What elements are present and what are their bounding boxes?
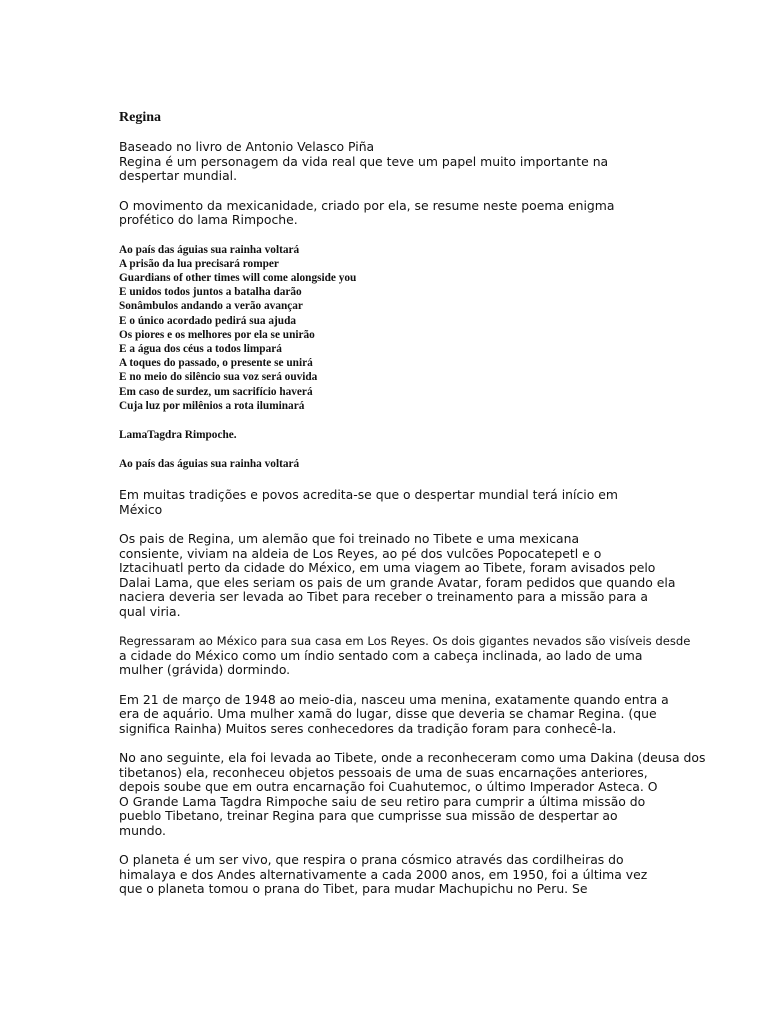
text-line: significa Rainha) Muitos seres conhecedores da tradição foram para conhecê-la. xyxy=(119,720,617,736)
text-line: tibetanos) ela, reconheceu objetos pessoais de uma de suas encarnações anteriores, xyxy=(119,764,648,780)
text-line: depois soube que em outra encarnação foi Cuahutemoc, o último Imperador Asteca. O xyxy=(119,779,658,795)
text-line: himalaya e dos Andes alternativamente a cada 2000 anos, em 1950, foi a última vez xyxy=(119,866,648,882)
text-line: Regressaram ao México para sua casa em Los Reyes. Os dois gigantes nevados são visíveis desde xyxy=(119,634,691,649)
poem-line: A prisão da lua precisará romper xyxy=(119,257,279,270)
parents-paragraph xyxy=(119,532,729,619)
text-line: mundo. xyxy=(119,822,166,838)
birth-paragraph xyxy=(119,693,729,737)
text-line: O planeta é um ser vivo, que respira o prana cósmico através das cordilheiras do xyxy=(119,852,624,868)
text-line: profético do lama Rimpoche. xyxy=(119,212,298,227)
text-line: Iztacihuatl perto da cidade do México, em uma viagem ao Tibete, foram avisados pelo xyxy=(119,560,656,576)
tibet-paragraph xyxy=(119,751,729,838)
poem-line: Ao país das águias sua rainha voltará xyxy=(119,243,300,256)
text-line: Em muitas tradições e povos acredita-se que o despertar mundial terá início em xyxy=(119,487,618,503)
text-line: O Grande Lama Tagdra Rimpoche saiu de seu retiro para cumprir a última missão do xyxy=(119,793,646,809)
text-line: qual viria. xyxy=(119,603,181,619)
text-line: Baseado no livro de Antonio Velasco Piña xyxy=(119,139,375,154)
poem-line: Os piores e os melhores por ela se unirão xyxy=(119,328,315,341)
poem-line: E no meio do silêncio sua voz será ouvida xyxy=(119,371,318,384)
poem-line: E o único acordado pedirá sua ajuda xyxy=(119,314,297,327)
text-line: Dalai Lama, que eles seriam os pais de um grande Avatar, foram pedidos que quando ela xyxy=(119,574,676,590)
text-line: Regina é um personagem da vida real que teve um papel muito importante na xyxy=(119,153,609,169)
subtitle-text: Ao país das águias sua rainha voltará xyxy=(119,458,300,471)
text-line: que o planeta tomou o prana do Tibet, para mudar Machupichu no Peru. Se xyxy=(119,881,588,897)
text-line: pueblo Tibetano, treinar Regina para que cumprisse sua missão de despertar ao xyxy=(119,808,618,824)
text-line: despertar mundial. xyxy=(119,168,238,183)
section-subtitle xyxy=(119,457,729,471)
text-line: mulher (grávida) dormindo. xyxy=(119,662,291,678)
text-line: a cidade do México como um índio sentado com a cabeça inclinada, ao lado de uma xyxy=(119,647,643,663)
text-line: consiente, viviam na aldeia de Los Reyes, ao pé dos vulcões Popocatepetl e o xyxy=(119,545,602,561)
text-line: naciera deveria ser levada ao Tibet para receber o treinamento para a missão para a xyxy=(119,589,648,605)
text-line: era de aquário. Uma mulher xamã do lugar, disse que deveria se chamar Regina. (que xyxy=(119,706,657,722)
poem-line: E unidos todos juntos a batalha darão xyxy=(119,286,302,299)
poem-line: Guardians of other times will come alongside you xyxy=(119,271,357,284)
poem-line: A toques do passado, o presente se unirá xyxy=(119,357,313,370)
movement-paragraph xyxy=(119,199,729,228)
poem-line: Sonâmbulos andando a verão avançar xyxy=(119,300,303,313)
traditions-paragraph xyxy=(119,488,729,517)
document-title: Regina xyxy=(119,110,161,125)
text-line: Em 21 de março de 1948 ao meio-dia, nasceu uma menina, exatamente quando entra a xyxy=(119,691,669,707)
text-line: O movimento da mexicanidade, criado por ela, se resume neste poema enigma xyxy=(119,197,615,213)
poem xyxy=(119,243,729,413)
document-body xyxy=(119,110,729,897)
return-paragraph xyxy=(119,634,729,678)
poem-signature xyxy=(119,428,729,442)
text-line: Os pais de Regina, um alemão que foi treinado no Tibete e uma mexicana xyxy=(119,531,580,547)
text-line: México xyxy=(119,501,163,517)
signature-text: LamaTagdra Rimpoche. xyxy=(119,428,237,441)
planet-paragraph xyxy=(119,853,729,897)
poem-line: E a água dos céus a todos limpará xyxy=(119,342,282,355)
poem-line: Em caso de surdez, um sacrifício haverá xyxy=(119,385,313,398)
intro-paragraph xyxy=(119,140,729,184)
text-line: No ano seguinte, ela foi levada ao Tibete, onde a reconheceram como uma Dakina (deusa dos xyxy=(119,750,706,766)
poem-line: Cuja luz por milênios a rota iluminará xyxy=(119,399,305,412)
